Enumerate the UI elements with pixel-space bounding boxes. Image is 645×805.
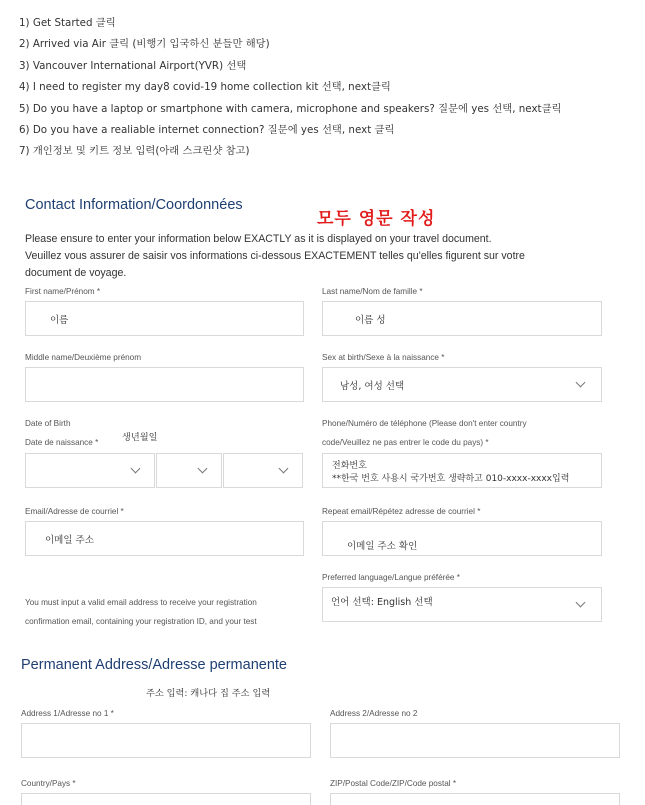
middle-name-label: Middle name/Deuxième prénom — [25, 353, 142, 362]
dob-label-en: Date of Birth — [25, 419, 71, 428]
repeat-email-label: Repeat email/Répétez adresse de courriel * — [322, 507, 481, 516]
email-note-line-1: You must input a valid email address to receive your registration — [25, 598, 257, 607]
phone-value-line-2: **한국 번호 사용시 국가번호 생략하고 010-xxxx-xxxx입력 — [332, 474, 570, 484]
chevron-down-icon — [576, 598, 586, 608]
chevron-down-icon — [131, 464, 141, 474]
phone-value-line-1: 전화번호 — [332, 461, 367, 471]
contact-heading: Contact Information/Coordonnées — [25, 197, 243, 213]
permanent-address-heading: Permanent Address/Adresse permanente — [21, 657, 287, 673]
last-name-value: 이름 성 — [355, 314, 386, 326]
dob-day-select[interactable] — [223, 453, 303, 488]
step-1: 1) Get Started 클릭 — [19, 17, 116, 29]
dob-annotation: 생년월일 — [122, 432, 158, 443]
sex-select[interactable] — [322, 367, 602, 402]
address2-input[interactable] — [330, 723, 620, 758]
repeat-email-value: 이메일 주소 확인 — [347, 541, 418, 552]
dob-label-fr: Date de naissance * — [25, 438, 99, 447]
step-7: 7) 개인정보 및 키트 정보 입력(아래 스크린샷 참고) — [19, 145, 250, 158]
address1-label: Address 1/Adresse no 1 * — [21, 709, 114, 718]
sex-value: 남성, 여성 선택 — [340, 380, 405, 392]
country-select[interactable] — [21, 793, 311, 805]
phone-value — [332, 460, 569, 486]
language-label: Preferred language/Langue préférée * — [322, 573, 460, 582]
sex-label: Sex at birth/Sexe à la naissance * — [322, 353, 445, 362]
language-select[interactable] — [322, 587, 602, 622]
repeat-email-input[interactable] — [322, 521, 602, 556]
intro-line-1: Please ensure to enter your information below EXACTLY as it is displayed on your travel document. — [25, 233, 492, 245]
step-4: 4) I need to register my day8 covid-19 home collection kit 선택, next클릭 — [19, 81, 391, 94]
step-5: 5) Do you have a laptop or smartphone with camera, microphone and speakers? 질문에 yes 선택, next클릭 — [19, 102, 562, 115]
phone-input[interactable] — [322, 453, 602, 488]
language-value: 언어 선택: English 선택 — [331, 597, 433, 608]
last-name-label: Last name/Nom de famille * — [322, 287, 423, 296]
phone-label-1: Phone/Numéro de téléphone (Please don't enter country — [322, 419, 527, 428]
instruction-steps — [19, 13, 561, 163]
first-name-label: First name/Prénom * — [25, 287, 101, 296]
country-label: Country/Pays * — [21, 779, 76, 788]
contact-intro — [25, 231, 595, 282]
step-6: 6) Do you have a realiable internet connection? 질문에 yes 선택, next 클릭 — [19, 124, 395, 137]
chevron-down-icon — [198, 464, 208, 474]
address2-label: Address 2/Adresse no 2 — [330, 709, 418, 718]
zip-label: ZIP/Postal Code/ZIP/Code postal * — [330, 779, 457, 788]
email-input[interactable] — [25, 521, 304, 556]
email-value: 이메일 주소 — [45, 534, 94, 546]
address1-input[interactable] — [21, 723, 311, 758]
last-name-input[interactable] — [322, 301, 602, 336]
address-annotation: 주소 입력: 캐나다 집 주소 입력 — [146, 688, 271, 699]
intro-line-3: document de voyage. — [25, 267, 127, 279]
step-3: 3) Vancouver International Airport(YVR) 선택 — [19, 59, 247, 72]
intro-line-2: Veuillez vous assurer de saisir vos informations ci-dessous EXACTEMENT telles qu'elles figurent sur votre — [25, 250, 525, 262]
chevron-down-icon — [576, 378, 586, 388]
email-note — [25, 593, 257, 631]
middle-name-input[interactable] — [25, 367, 304, 402]
email-label: Email/Adresse de courriel * — [25, 507, 124, 516]
chevron-down-icon — [279, 464, 289, 474]
phone-label-2: code/Veuillez ne pas entrer le code du pays) * — [322, 438, 489, 447]
email-note-line-2: confirmation email, containing your registration ID, and your test — [25, 617, 257, 626]
english-only-annotation: 모두 영문 작성 — [317, 209, 436, 229]
first-name-input[interactable] — [25, 301, 304, 336]
dob-month-select[interactable] — [156, 453, 222, 488]
dob-year-select[interactable] — [25, 453, 155, 488]
step-2: 2) Arrived via Air 클릭 (비행기 입국하신 분들만 해당) — [19, 38, 270, 51]
zip-input[interactable] — [330, 793, 620, 805]
first-name-value: 이름 — [50, 314, 69, 326]
